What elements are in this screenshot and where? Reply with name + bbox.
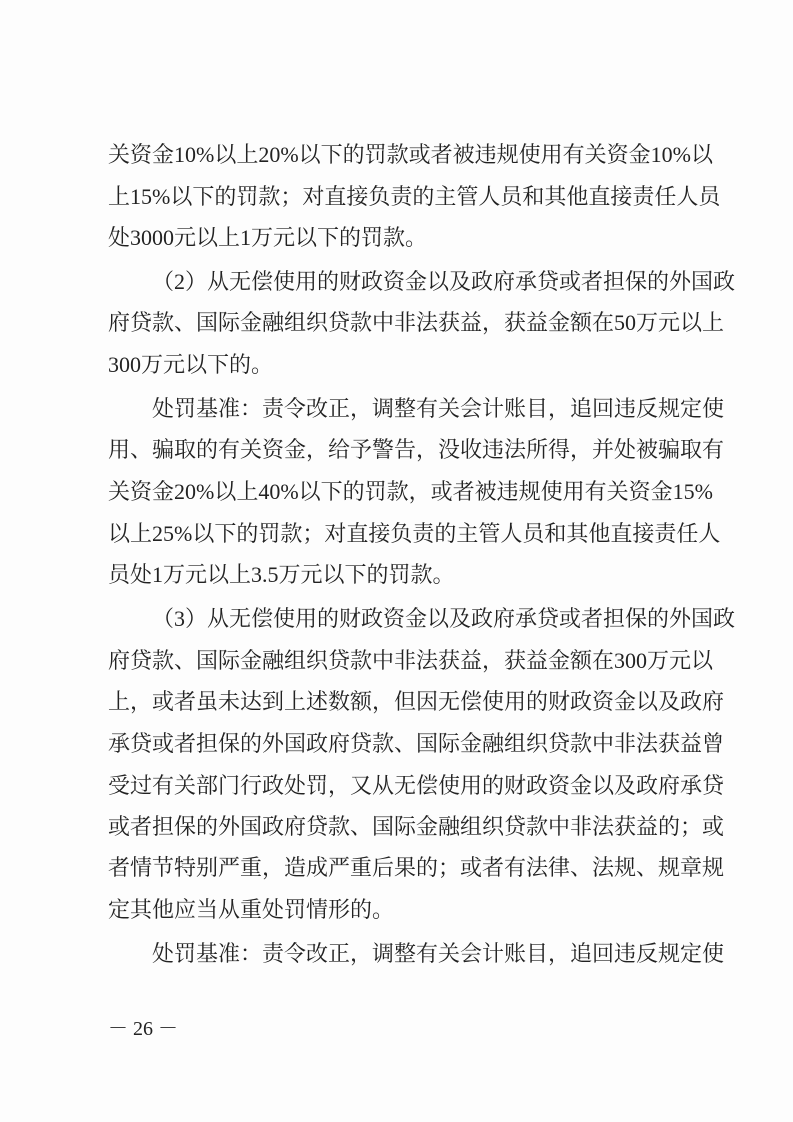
text-line: 承贷或者担保的外国政府贷款、国际金融组织贷款中非法获益曾 <box>108 731 725 756</box>
text-line: 受过有关部门行政处罚，又从无偿使用的财政资金以及政府承贷 <box>108 773 725 798</box>
text-line: 用、骗取的有关资金，给予警告，没收违法所得，并处被骗取有 <box>108 437 725 462</box>
text-line: 上，或者虽未达到上述数额，但因无偿使用的财政资金以及政府 <box>108 689 725 714</box>
text-line: 或者担保的外国政府贷款、国际金融组织贷款中非法获益的；或 <box>108 814 725 839</box>
text-line: 者情节特别严重，造成严重后果的；或者有法律、法规、规章规 <box>108 855 725 880</box>
text-line: 处罚基准：责令改正，调整有关会计账目，追回违反规定使 <box>152 396 725 421</box>
text-line: 处3000元以上1万元以下的罚款。 <box>108 225 428 250</box>
text-line: 以上25%以下的罚款；对直接负责的主管人员和其他直接责任人 <box>108 521 721 546</box>
text-line: 关资金20%以上40%以下的罚款，或者被违规使用有关资金15% <box>108 479 713 504</box>
text-line: 府贷款、国际金融组织贷款中非法获益，获益金额在50万元以上 <box>108 310 725 335</box>
text-line: （3）从无偿使用的财政资金以及政府承贷或者担保的外国政 <box>152 606 736 631</box>
text-line: 关资金10%以上20%以下的罚款或者被违规使用有关资金10%以 <box>108 142 713 167</box>
text-line: 定其他应当从重处罚情形的。 <box>108 897 395 922</box>
text-line: （2）从无偿使用的财政资金以及政府承贷或者担保的外国政 <box>152 269 736 294</box>
page-number: － 26 － <box>108 1018 178 1040</box>
text-line: 府贷款、国际金融组织贷款中非法获益，获益金额在300万元以 <box>108 648 714 673</box>
text-line: 处罚基准：责令改正，调整有关会计账目，追回违反规定使 <box>152 941 725 966</box>
text-line: 员处1万元以上3.5万元以下的罚款。 <box>108 562 455 587</box>
text-line: 上15%以下的罚款；对直接负责的主管人员和其他直接责任人员 <box>108 184 721 209</box>
text-line: 300万元以下的。 <box>108 352 274 377</box>
